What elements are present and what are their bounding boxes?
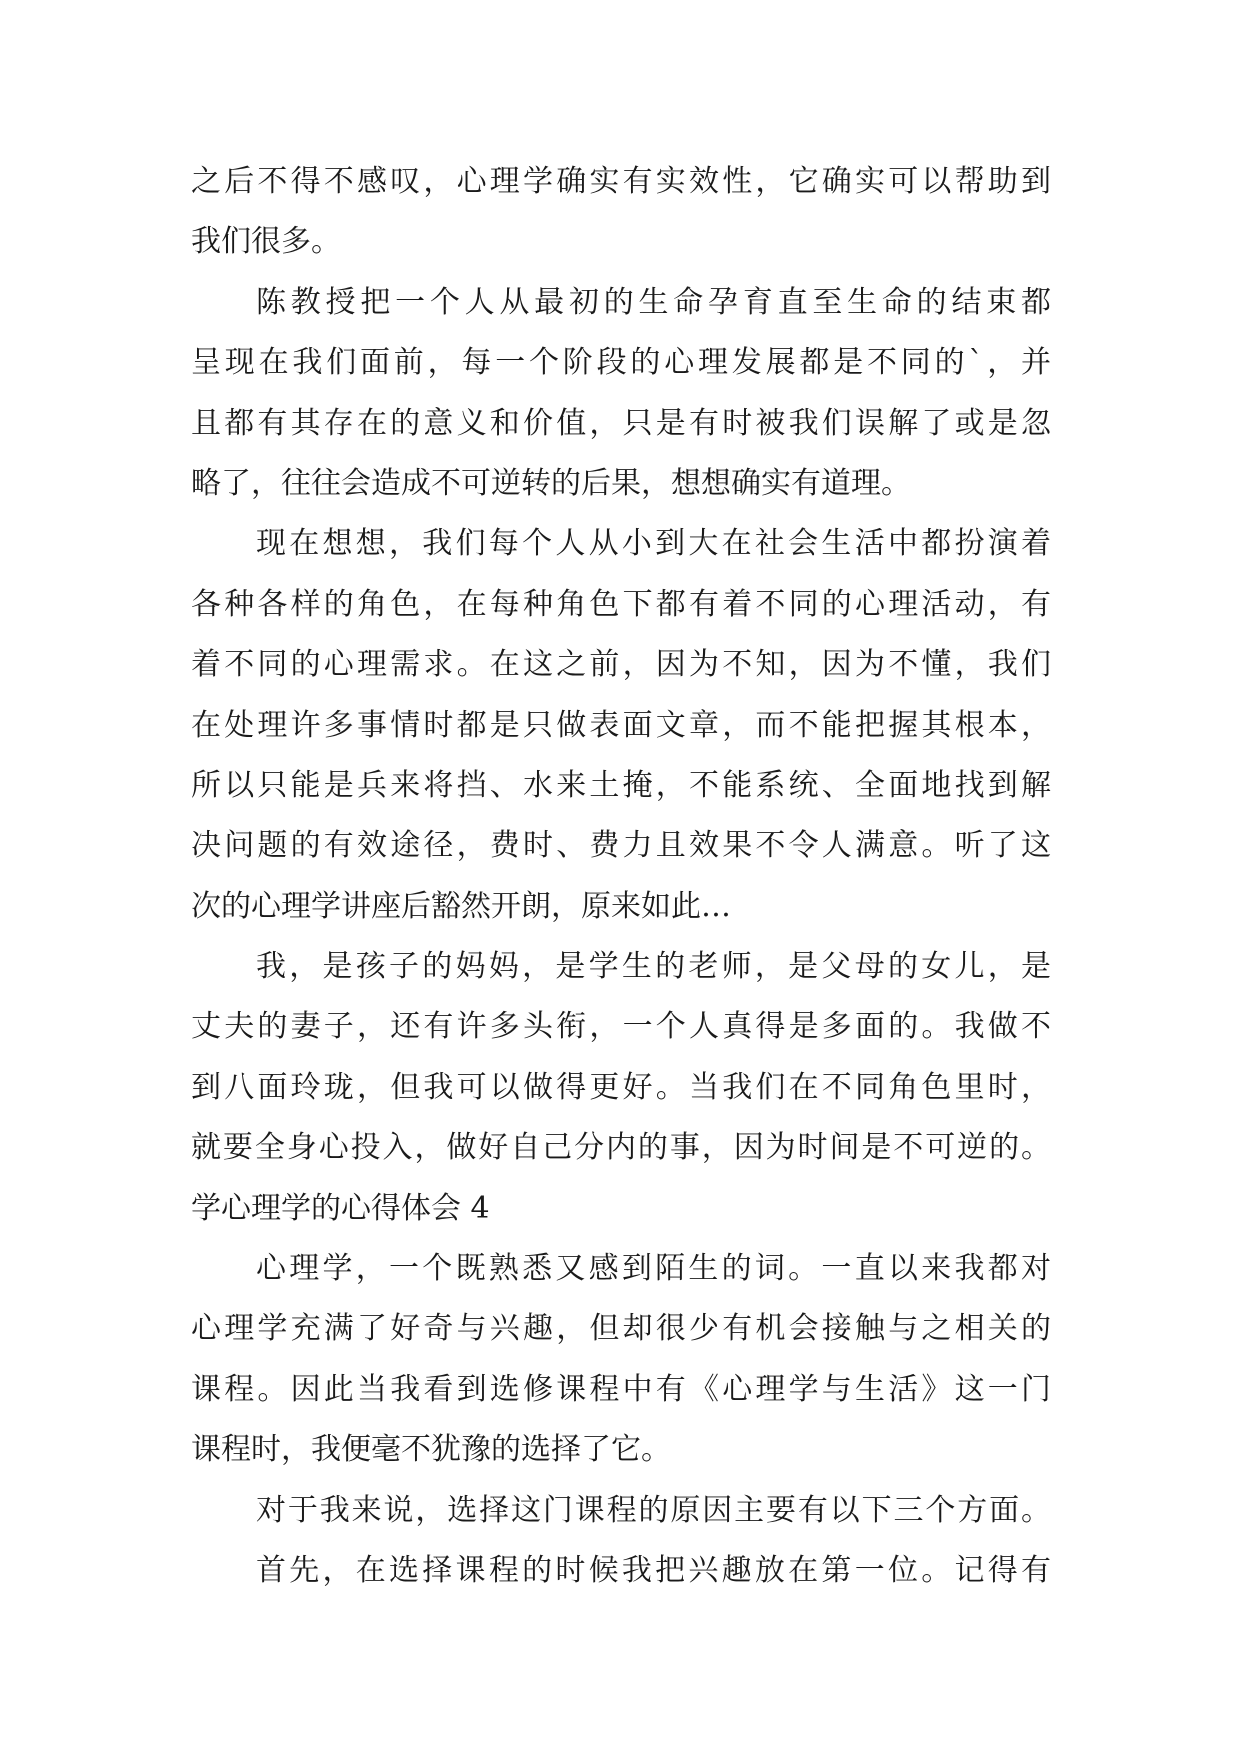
text-line: 丈夫的妻子，还有许多头衔，一个人真得是多面的。我做不 — [191, 1009, 1051, 1045]
text-line: 学心理学的心得体会 4 — [191, 1190, 490, 1226]
text-line: 之后不得不感叹，心理学确实有实效性，它确实可以帮助到 — [191, 164, 1051, 199]
text-line: 次的心理学讲座后豁然开朗，原来如此… — [191, 888, 731, 924]
text-line: 就要全身心投入，做好自己分内的事，因为时间是不可逆的。 — [191, 1130, 1051, 1166]
text-line: 着不同的心理需求。在这之前，因为不知，因为不懂，我们 — [191, 647, 1051, 683]
text-line: 在处理许多事情时都是只做表面文章，而不能把握其根本， — [191, 707, 1051, 743]
text-line: 呈现在我们面前，每一个阶段的心理发展都是不同的`，并 — [191, 345, 1051, 381]
text-line: 我，是孩子的妈妈，是学生的老师，是父母的女儿，是 — [256, 949, 1051, 985]
text-line: 陈教授把一个人从最初的生命孕育直至生命的结束都 — [256, 284, 1051, 320]
text-line: 我们很多。 — [191, 224, 341, 260]
text-line: 各种各样的角色，在每种角色下都有着不同的心理活动，有 — [191, 586, 1051, 622]
text-line: 心理学，一个既熟悉又感到陌生的词。一直以来我都对 — [256, 1251, 1051, 1287]
document-body — [191, 152, 1051, 1601]
text-line: 略了，往往会造成不可逆转的后果，想想确实有道理。 — [191, 465, 911, 501]
text-line: 对于我来说，选择这门课程的原因主要有以下三个方面。 — [256, 1492, 1051, 1528]
text-line: 课程时，我便毫不犹豫的选择了它。 — [191, 1432, 671, 1468]
text-line: 到八面玲珑，但我可以做得更好。当我们在不同角色里时， — [191, 1069, 1051, 1105]
text-line: 决问题的有效途径，费时、费力且效果不令人满意。听了这 — [191, 828, 1051, 864]
text-line: 现在想想，我们每个人从小到大在社会生活中都扮演着 — [256, 526, 1051, 562]
text-line: 首先，在选择课程的时候我把兴趣放在第一位。记得有 — [256, 1552, 1051, 1588]
text-line: 且都有其存在的意义和价值，只是有时被我们误解了或是忽 — [191, 405, 1051, 441]
text-line: 所以只能是兵来将挡、水来土掩，不能系统、全面地找到解 — [191, 767, 1051, 803]
text-line: 课程。因此当我看到选修课程中有《心理学与生活》这一门 — [191, 1371, 1051, 1407]
text-line: 心理学充满了好奇与兴趣，但却很少有机会接触与之相关的 — [191, 1311, 1051, 1347]
